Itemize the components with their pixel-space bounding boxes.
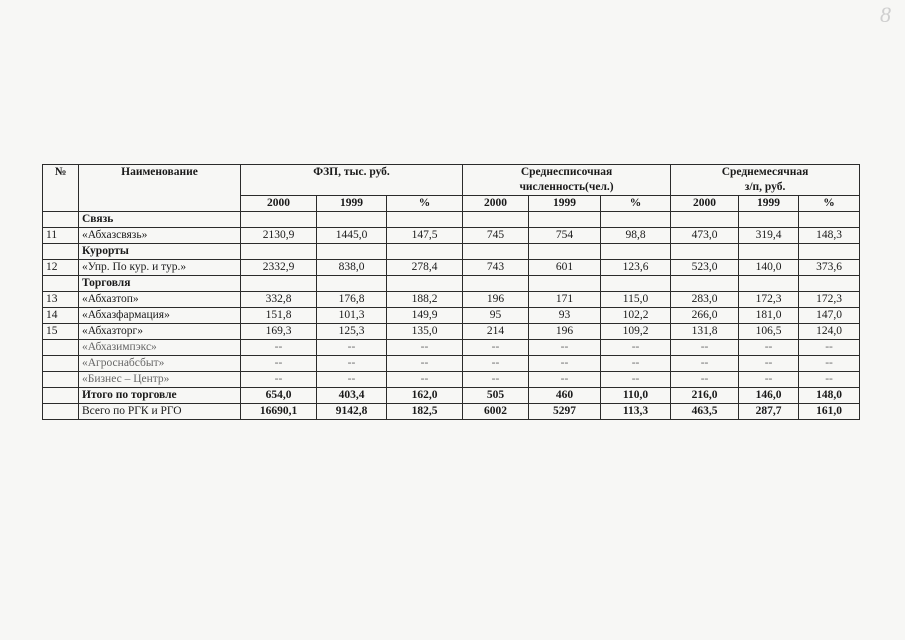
row-number [43, 404, 79, 420]
row-number: 14 [43, 308, 79, 324]
sub-header-fzp-pct: % [387, 196, 463, 212]
row-value [601, 276, 671, 292]
row-value: 463,5 [671, 404, 739, 420]
row-number: 13 [43, 292, 79, 308]
row-value: 278,4 [387, 260, 463, 276]
row-value: 505 [463, 388, 529, 404]
row-value [387, 276, 463, 292]
row-value: 373,6 [799, 260, 860, 276]
row-number [43, 356, 79, 372]
row-name: «Абхазфармация» [79, 308, 241, 324]
row-value: -- [671, 372, 739, 388]
row-value: 172,3 [739, 292, 799, 308]
row-value: 460 [529, 388, 601, 404]
table-row [43, 260, 860, 276]
row-value: -- [387, 356, 463, 372]
row-value: -- [387, 372, 463, 388]
row-value: 101,3 [317, 308, 387, 324]
row-value: 743 [463, 260, 529, 276]
header-row-main [43, 165, 860, 196]
row-value [387, 212, 463, 228]
row-value [671, 244, 739, 260]
row-value: 2332,9 [241, 260, 317, 276]
row-value: 147,5 [387, 228, 463, 244]
section-row [43, 276, 860, 292]
row-value: -- [317, 340, 387, 356]
row-value [241, 244, 317, 260]
row-value [463, 244, 529, 260]
row-value: 148,0 [799, 388, 860, 404]
row-name: «Абхазтоп» [79, 292, 241, 308]
row-value: 6002 [463, 404, 529, 420]
row-value: 102,2 [601, 308, 671, 324]
row-value: -- [241, 340, 317, 356]
row-value: 332,8 [241, 292, 317, 308]
header-staff-line2: численность(чел.) [519, 181, 614, 193]
row-value: -- [463, 356, 529, 372]
row-value [799, 276, 860, 292]
table-row [43, 340, 860, 356]
row-value: 188,2 [387, 292, 463, 308]
row-number: 12 [43, 260, 79, 276]
row-value: 161,0 [799, 404, 860, 420]
row-name: «Абхазсвязь» [79, 228, 241, 244]
row-value [529, 276, 601, 292]
row-value: 162,0 [387, 388, 463, 404]
row-value: -- [529, 340, 601, 356]
section-title: Торговля [79, 276, 241, 292]
row-value: 95 [463, 308, 529, 324]
row-value: 5297 [529, 404, 601, 420]
row-value: 140,0 [739, 260, 799, 276]
row-name: «Абхазторг» [79, 324, 241, 340]
table-row [43, 356, 860, 372]
sub-header-salary-pct: % [799, 196, 860, 212]
row-value: 745 [463, 228, 529, 244]
row-value: 169,3 [241, 324, 317, 340]
row-value: -- [529, 356, 601, 372]
row-value: 146,0 [739, 388, 799, 404]
row-value: 110,0 [601, 388, 671, 404]
row-value: 601 [529, 260, 601, 276]
row-value: 319,4 [739, 228, 799, 244]
table-row [43, 404, 860, 420]
row-name: Итого по торговле [79, 388, 241, 404]
row-value: 182,5 [387, 404, 463, 420]
row-value: 216,0 [671, 388, 739, 404]
row-number [43, 212, 79, 228]
row-name: «Агроснабсбыт» [79, 356, 241, 372]
row-value: 838,0 [317, 260, 387, 276]
row-value: 106,5 [739, 324, 799, 340]
row-value: 214 [463, 324, 529, 340]
row-value [317, 212, 387, 228]
sub-header-fzp-2000: 2000 [241, 196, 317, 212]
row-value [463, 212, 529, 228]
row-value: -- [317, 356, 387, 372]
row-value: 1445,0 [317, 228, 387, 244]
header-fzp: ФЗП, тыс. руб. [241, 165, 463, 196]
row-value: -- [671, 340, 739, 356]
row-value: -- [529, 372, 601, 388]
row-value: -- [799, 356, 860, 372]
row-number [43, 244, 79, 260]
section-row [43, 244, 860, 260]
row-name: «Бизнес – Центр» [79, 372, 241, 388]
row-value: 754 [529, 228, 601, 244]
row-value: -- [739, 340, 799, 356]
row-value: 176,8 [317, 292, 387, 308]
header-staff-line1: Среднесписочная [520, 166, 613, 178]
row-value [739, 276, 799, 292]
row-value: 196 [463, 292, 529, 308]
row-value: 283,0 [671, 292, 739, 308]
section-title: Связь [79, 212, 241, 228]
section-title: Курорты [79, 244, 241, 260]
row-value: 93 [529, 308, 601, 324]
sub-header-fzp-1999: 1999 [317, 196, 387, 212]
table-row [43, 308, 860, 324]
row-number: 15 [43, 324, 79, 340]
row-value [799, 244, 860, 260]
row-name: «Абхазимпэкс» [79, 340, 241, 356]
row-value: 115,0 [601, 292, 671, 308]
table-body [43, 212, 860, 420]
table-row [43, 372, 860, 388]
row-value: 151,8 [241, 308, 317, 324]
table-row [43, 292, 860, 308]
table-row [43, 228, 860, 244]
row-value [671, 276, 739, 292]
row-value: 2130,9 [241, 228, 317, 244]
row-value: 135,0 [387, 324, 463, 340]
row-value: 16690,1 [241, 404, 317, 420]
row-value: 123,6 [601, 260, 671, 276]
row-value: 654,0 [241, 388, 317, 404]
header-salary-line2: з/п, руб. [744, 181, 786, 193]
page-number: 8 [880, 2, 891, 27]
row-value: -- [601, 340, 671, 356]
sub-header-staff-pct: % [601, 196, 671, 212]
row-value [601, 212, 671, 228]
row-value: -- [799, 372, 860, 388]
row-value [739, 212, 799, 228]
sub-header-salary-1999: 1999 [739, 196, 799, 212]
row-number [43, 276, 79, 292]
header-salary-line1: Среднемесячная [721, 166, 809, 178]
header-name: Наименование [79, 165, 241, 212]
row-value: 196 [529, 324, 601, 340]
row-value: -- [463, 340, 529, 356]
row-number [43, 372, 79, 388]
row-value [799, 212, 860, 228]
row-value: 98,8 [601, 228, 671, 244]
header-num: № [43, 165, 79, 212]
row-value: -- [601, 372, 671, 388]
row-value [739, 244, 799, 260]
row-value: 109,2 [601, 324, 671, 340]
row-value: 9142,8 [317, 404, 387, 420]
row-value: 181,0 [739, 308, 799, 324]
row-value: 113,3 [601, 404, 671, 420]
row-value: -- [739, 356, 799, 372]
row-value: 125,3 [317, 324, 387, 340]
row-value [317, 276, 387, 292]
row-value [463, 276, 529, 292]
header-salary [671, 165, 860, 196]
sub-header-salary-2000: 2000 [671, 196, 739, 212]
row-name: Всего по РГК и РГО [79, 404, 241, 420]
row-value: 147,0 [799, 308, 860, 324]
header-staff [463, 165, 671, 196]
row-value: 266,0 [671, 308, 739, 324]
row-value: -- [601, 356, 671, 372]
row-value [387, 244, 463, 260]
row-value: -- [317, 372, 387, 388]
row-number [43, 340, 79, 356]
row-value: -- [241, 372, 317, 388]
row-value: 403,4 [317, 388, 387, 404]
row-value: 131,8 [671, 324, 739, 340]
row-value: 124,0 [799, 324, 860, 340]
row-value: -- [241, 356, 317, 372]
table-row [43, 324, 860, 340]
row-value: 171 [529, 292, 601, 308]
row-value: 287,7 [739, 404, 799, 420]
row-value: 523,0 [671, 260, 739, 276]
row-value: -- [739, 372, 799, 388]
row-name: «Упр. По кур. и тур.» [79, 260, 241, 276]
row-value [601, 244, 671, 260]
sub-header-staff-2000: 2000 [463, 196, 529, 212]
row-value [671, 212, 739, 228]
row-value: 149,9 [387, 308, 463, 324]
row-value: 148,3 [799, 228, 860, 244]
row-value: 473,0 [671, 228, 739, 244]
row-value: -- [463, 372, 529, 388]
row-value [529, 212, 601, 228]
row-value [317, 244, 387, 260]
sub-header-staff-1999: 1999 [529, 196, 601, 212]
report-table [42, 164, 860, 420]
row-value [529, 244, 601, 260]
row-value: -- [799, 340, 860, 356]
row-number: 11 [43, 228, 79, 244]
row-value [241, 276, 317, 292]
table-row [43, 388, 860, 404]
row-value [241, 212, 317, 228]
row-value: -- [387, 340, 463, 356]
row-value: -- [671, 356, 739, 372]
row-value: 172,3 [799, 292, 860, 308]
section-row [43, 212, 860, 228]
row-number [43, 388, 79, 404]
